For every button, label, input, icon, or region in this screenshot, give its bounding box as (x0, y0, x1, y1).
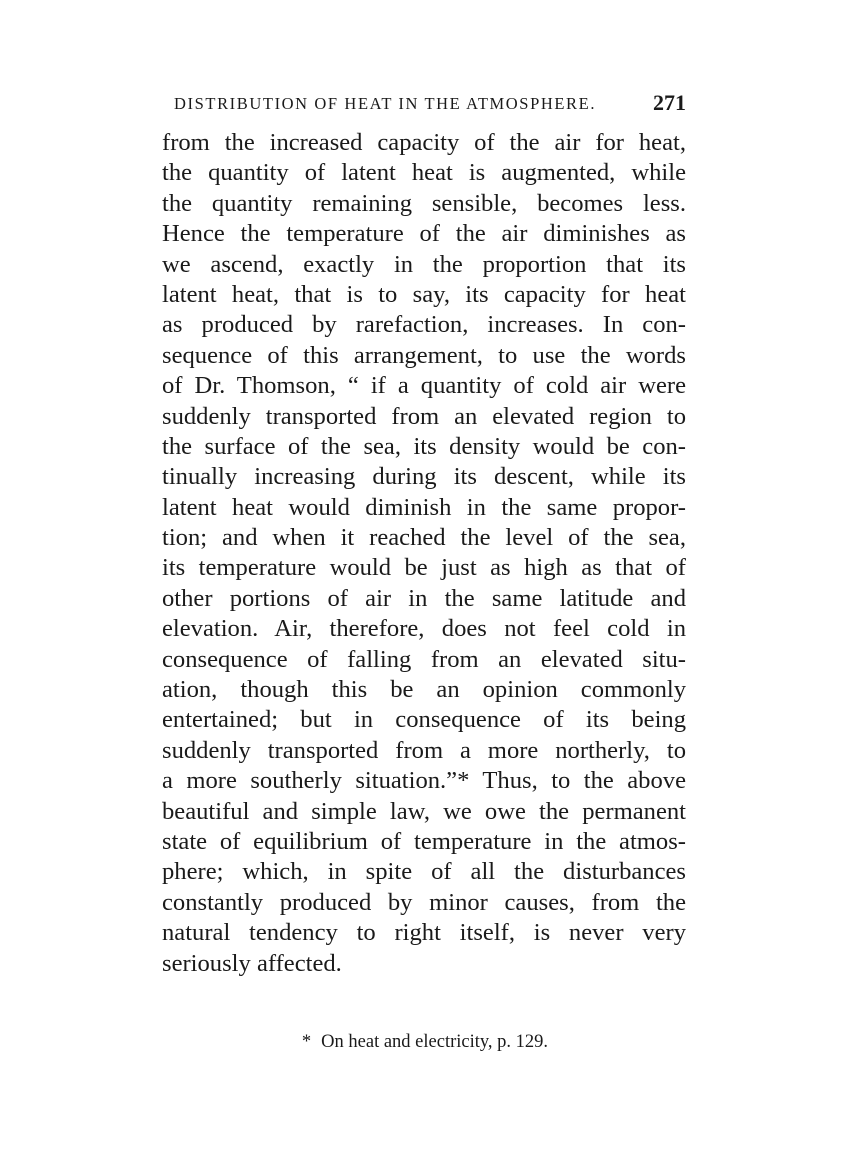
footnote (0, 1029, 850, 1055)
page-number: 271 (653, 90, 686, 115)
text-line: natural tendency to right itself, is never very (162, 919, 686, 947)
text-line: suddenly transported from a more northerly, to (162, 736, 686, 764)
text-line: state of equilibrium of temperature in the atmos- (162, 827, 686, 855)
text-line: beautiful and simple law, we owe the permanent (162, 797, 686, 825)
text-line: elevation. Air, therefore, does not feel cold in (162, 615, 686, 643)
text-line: constantly produced by minor causes, from the (162, 888, 686, 916)
text-line: tion; and when it reached the level of the sea, (162, 524, 686, 552)
text-line: the quantity remaining sensible, becomes less. (162, 189, 686, 217)
text-line: sequence of this arrangement, to use the words (162, 341, 686, 369)
text-line: a more southerly situation.”* Thus, to the above (162, 767, 686, 795)
text-line: as produced by rarefaction, increases. In con- (162, 311, 686, 339)
text-line: ation, though this be an opinion commonly (162, 676, 686, 704)
body-text (162, 128, 686, 979)
text-line: the surface of the sea, its density would be con- (162, 432, 686, 460)
text-line: suddenly transported from an elevated region to (162, 402, 686, 430)
footnote-text: On heat and electricity, p. 129. (321, 1032, 549, 1052)
footnote-marker: * (301, 1032, 312, 1052)
text-line: other portions of air in the same latitude and (162, 584, 686, 612)
running-title: DISTRIBUTION OF HEAT IN THE ATMOSPHERE. (174, 94, 597, 113)
text-line: the quantity of latent heat is augmented, while (162, 159, 686, 187)
text-line: we ascend, exactly in the proportion that its (162, 250, 686, 278)
text-line: tinually increasing during its descent, while its (162, 463, 686, 491)
text-line: Hence the temperature of the air diminishes as (162, 220, 686, 248)
text-line-last: seriously affected. (162, 949, 342, 977)
text-line: its temperature would be just as high as that of (162, 554, 686, 582)
text-line: phere; which, in spite of all the disturbances (162, 858, 686, 886)
text-line: entertained; but in consequence of its being (162, 706, 686, 734)
text-line: consequence of falling from an elevated situ- (162, 645, 686, 673)
text-line: latent heat, that is to say, its capacity for heat (162, 280, 686, 308)
running-header (174, 92, 686, 116)
text-line: from the increased capacity of the air for heat, (162, 129, 686, 156)
text-line: of Dr. Thomson, “ if a quantity of cold air were (162, 372, 686, 400)
text-line: latent heat would diminish in the same propor- (162, 493, 686, 521)
